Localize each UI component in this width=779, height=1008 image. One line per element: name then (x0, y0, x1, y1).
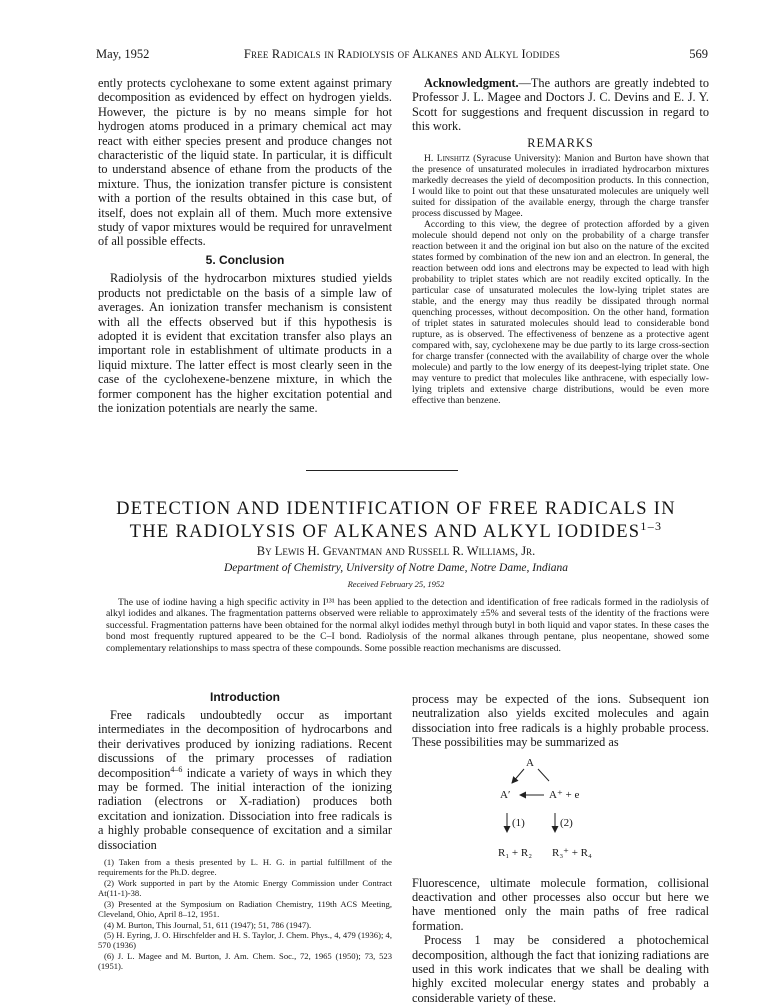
introduction-heading: Introduction (210, 690, 280, 704)
article-title-line-1: DETECTION AND IDENTIFICATION OF FREE RADICALS IN (116, 499, 676, 519)
remarks-paragraph-1 (412, 153, 709, 219)
scheme-ion-radicals: R₃⁺ + R₄ (552, 846, 592, 859)
intro-paragraph-process-1: Process 1 may be considered a photochemical decomposition, although the fact that ionizing radiations are used in this work indicates that we shall be dealing with highly excited molecular energy states and probably a considerable variety of these. (412, 933, 709, 1005)
article-affiliation: Department of Chemistry, University of Notre Dame, Notre Dame, Indiana (223, 562, 569, 574)
conclusion-paragraph: Radiolysis of the hydrocarbon mixtures studied yields products not predictable on the basis of a simple law of averages. An ionization transfer mechanism is consistent with all the effects observed but if this hypothesis is adopted it is evident that excitation transfer also plays an important role in establishment of ultimate products in a liquid mixture. The latter effect is most clearly seen in the case of the cyclohexene-benzene mixture, in which the former component has the higher excitation potential and the ionization potentials are nearly the same. (98, 271, 392, 415)
section-divider (306, 470, 458, 471)
intro-text-b: indicate a variety of ways in which they may be formed. The initial interaction of the ionizing radiation (electrons or X-radiation) produces both excitation and ionization. Dissociation into free radicals is a highly probable consequence of excitation and a similar dissociation (98, 765, 392, 852)
intro-footnote-marker: 4–6 (170, 764, 183, 774)
arrow-a-to-ion (538, 769, 549, 781)
acknowledgment-paragraph (412, 76, 709, 134)
article-title-line-2 (96, 520, 696, 544)
footnote-2: (2) Work supported in part by the Atomic Energy Commission under Contract At(11-1)-38. (98, 877, 392, 899)
received-date: Received February 25, 1952 (347, 579, 445, 589)
intro-continued-paragraph: process may be expected of the ions. Subsequent ion neutralization also yields excited molecules and again dissociation into free radicals is a highly probable process. These possibilities may be summarized as (412, 692, 709, 750)
continued-paragraph: ently protects cyclohexane to some extent against primary decomposition as evidenced by effect on hydrogen yields. However, the picture is by no means simple for hot hydrogen atoms produced in a primary chemical act may react with either species present and produce changes not characteristic of the liquid state. In particular, it is difficult to understand absence of ethane from the products of the mixture. Thus, the ionization transfer picture is consistent with a portion of the results obtained in this case but, of itself, does not explain all of them. Much more extensive study of vapor mixtures would be required for unravelment of all possible effects. (98, 76, 392, 249)
right-column-top (412, 76, 709, 406)
scheme-ion-electron: A⁺ + e (549, 788, 580, 801)
scheme-excited-a: A′ (500, 788, 511, 801)
article-title-line-2-text: THE RADIOLYSIS OF ALKANES AND ALKYL IODIDES (129, 522, 641, 542)
arrow-a-to-aprime (512, 769, 524, 783)
footnote-3: (3) Presented at the Symposium on Radiation Chemistry, 119th ACS Meeting, Cleveland, Ohio, April 8–12, 1951. (98, 898, 392, 920)
title-footnote-marker: 1–3 (640, 518, 663, 533)
remarks-heading: REMARKS (527, 135, 594, 150)
article-abstract: The use of iodine having a high specific activity in I¹³¹ has been applied to the detection and identification of free radicals formed in the radiolysis of alkyl iodides and alkanes. The fragmentation patterns observed were reliable to approximately ±5% and several tests of the identity of the fractions were successful. Fragmentation patterns have been obtained for the normal alkyl iodides methyl through butyl in both liquid and vapor states. In these cases the bond most frequently ruptured appeared to be the C–I bond. Radiolysis of the normal alkanes through pentane, plus neopentane, showed some complementary relationships to mass spectra of these compounds. Some possible reaction mechanisms are discussed. (106, 597, 709, 654)
remarks-paragraph-2: According to this view, the degree of protection afforded by a given molecule should depend not only on the probability of a charge transfer reaction between it and the original ion but also on the nature of the excited states formed by combination of the new ion and an electron. In general, the reaction between odd ions and electrons may be expected to lead with high probability to triplet states which are not readily excited optically. In the particular case of unsaturated molecules the low-lying triplet states are stable, and the energy may thus readily be dissipated through normal quenching processes, without decomposition. On the other hand, formation of triplet states in saturated molecules should lead to considerable bond rupture, as is observed. The effectiveness of benzene as a protective agent compared with, say, cyclohexene may be due partly to its large cross-section for charge transfer (connected with the availability of charge over the whole molecule) and partly to the low energy of its deepest-lying triplet state. One may venture to predict that molecules like anthracene, with especially low-lying triplets and extensive charge distributions, would be even more effective than benzene. (412, 218, 709, 406)
acknowledgment-label: Acknowledgment. (424, 76, 519, 90)
running-title: Free Radicals in Radiolysis of Alkanes and Alkyl Iodides (243, 47, 561, 61)
intro-paragraph-fluorescence: Fluorescence, ultimate molecule formation, collisional deactivation and other processes also occur but here we have mentioned only the main paths of free radical formation. (412, 875, 709, 933)
reaction-scheme (412, 750, 712, 876)
right-column-bottom (412, 692, 709, 1005)
footnote-4: (4) M. Burton, This Journal, 51, 611 (1947); 51, 786 (1947). (104, 919, 312, 930)
page-number: 569 (689, 47, 708, 61)
footnotes (98, 857, 392, 971)
scheme-label-1: (1) (512, 816, 525, 829)
remarks-text-1: (Syracuse University): Manion and Burton have shown that the presence of unsaturated molecules in irradiated hydrocarbon mixtures markedly decreases the yield of decomposition products. In this connection, I would like to point out that these unsaturated molecules are uniquely well suited for dissipation of the available energy, through the charge transfer process discussed by Magee. (412, 152, 709, 219)
left-column-bottom (98, 690, 392, 972)
issue-date: May, 1952 (96, 47, 150, 61)
footnote-6: (6) J. L. Magee and M. Burton, J. Am. Chem. Soc., 72, 1965 (1950); 73, 523 (1951). (98, 950, 392, 972)
scheme-molecule-a: A (526, 756, 534, 769)
running-header (96, 47, 708, 63)
conclusion-heading: 5. Conclusion (205, 252, 285, 267)
intro-text-a: Free radicals undoubtedly occur as important intermediates in the decomposition of hydrocarbons and their derivatives produced by ionizing radiations. Recent discussions of the primary processes of radiation decomposition (98, 708, 392, 780)
footnote-1: (1) Taken from a thesis presented by L. H. G. in partial fulfillment of the requirements for the Ph.D. degree. (98, 857, 392, 878)
introduction-paragraph (98, 708, 392, 852)
scheme-radicals: R₁ + R₂ (498, 846, 533, 859)
article-authors: By Lewis H. Gevantman and Russell R. Williams, Jr. (256, 544, 536, 558)
remarks-author: H. Linshitz (424, 152, 470, 164)
left-column-top (98, 76, 392, 415)
footnote-5: (5) H. Eyring, J. O. Hirschfelder and H. S. Taylor, J. Chem. Phys., 4, 479 (1936); 4, 570 (1936) (98, 929, 392, 951)
acknowledgment-text: —The authors are greatly indebted to Professor J. L. Magee and Doctors J. C. Devins and E. J. Y. Scott for suggestions and frequent discussion in regard to this work. (412, 76, 709, 134)
scheme-label-2: (2) (560, 816, 573, 829)
